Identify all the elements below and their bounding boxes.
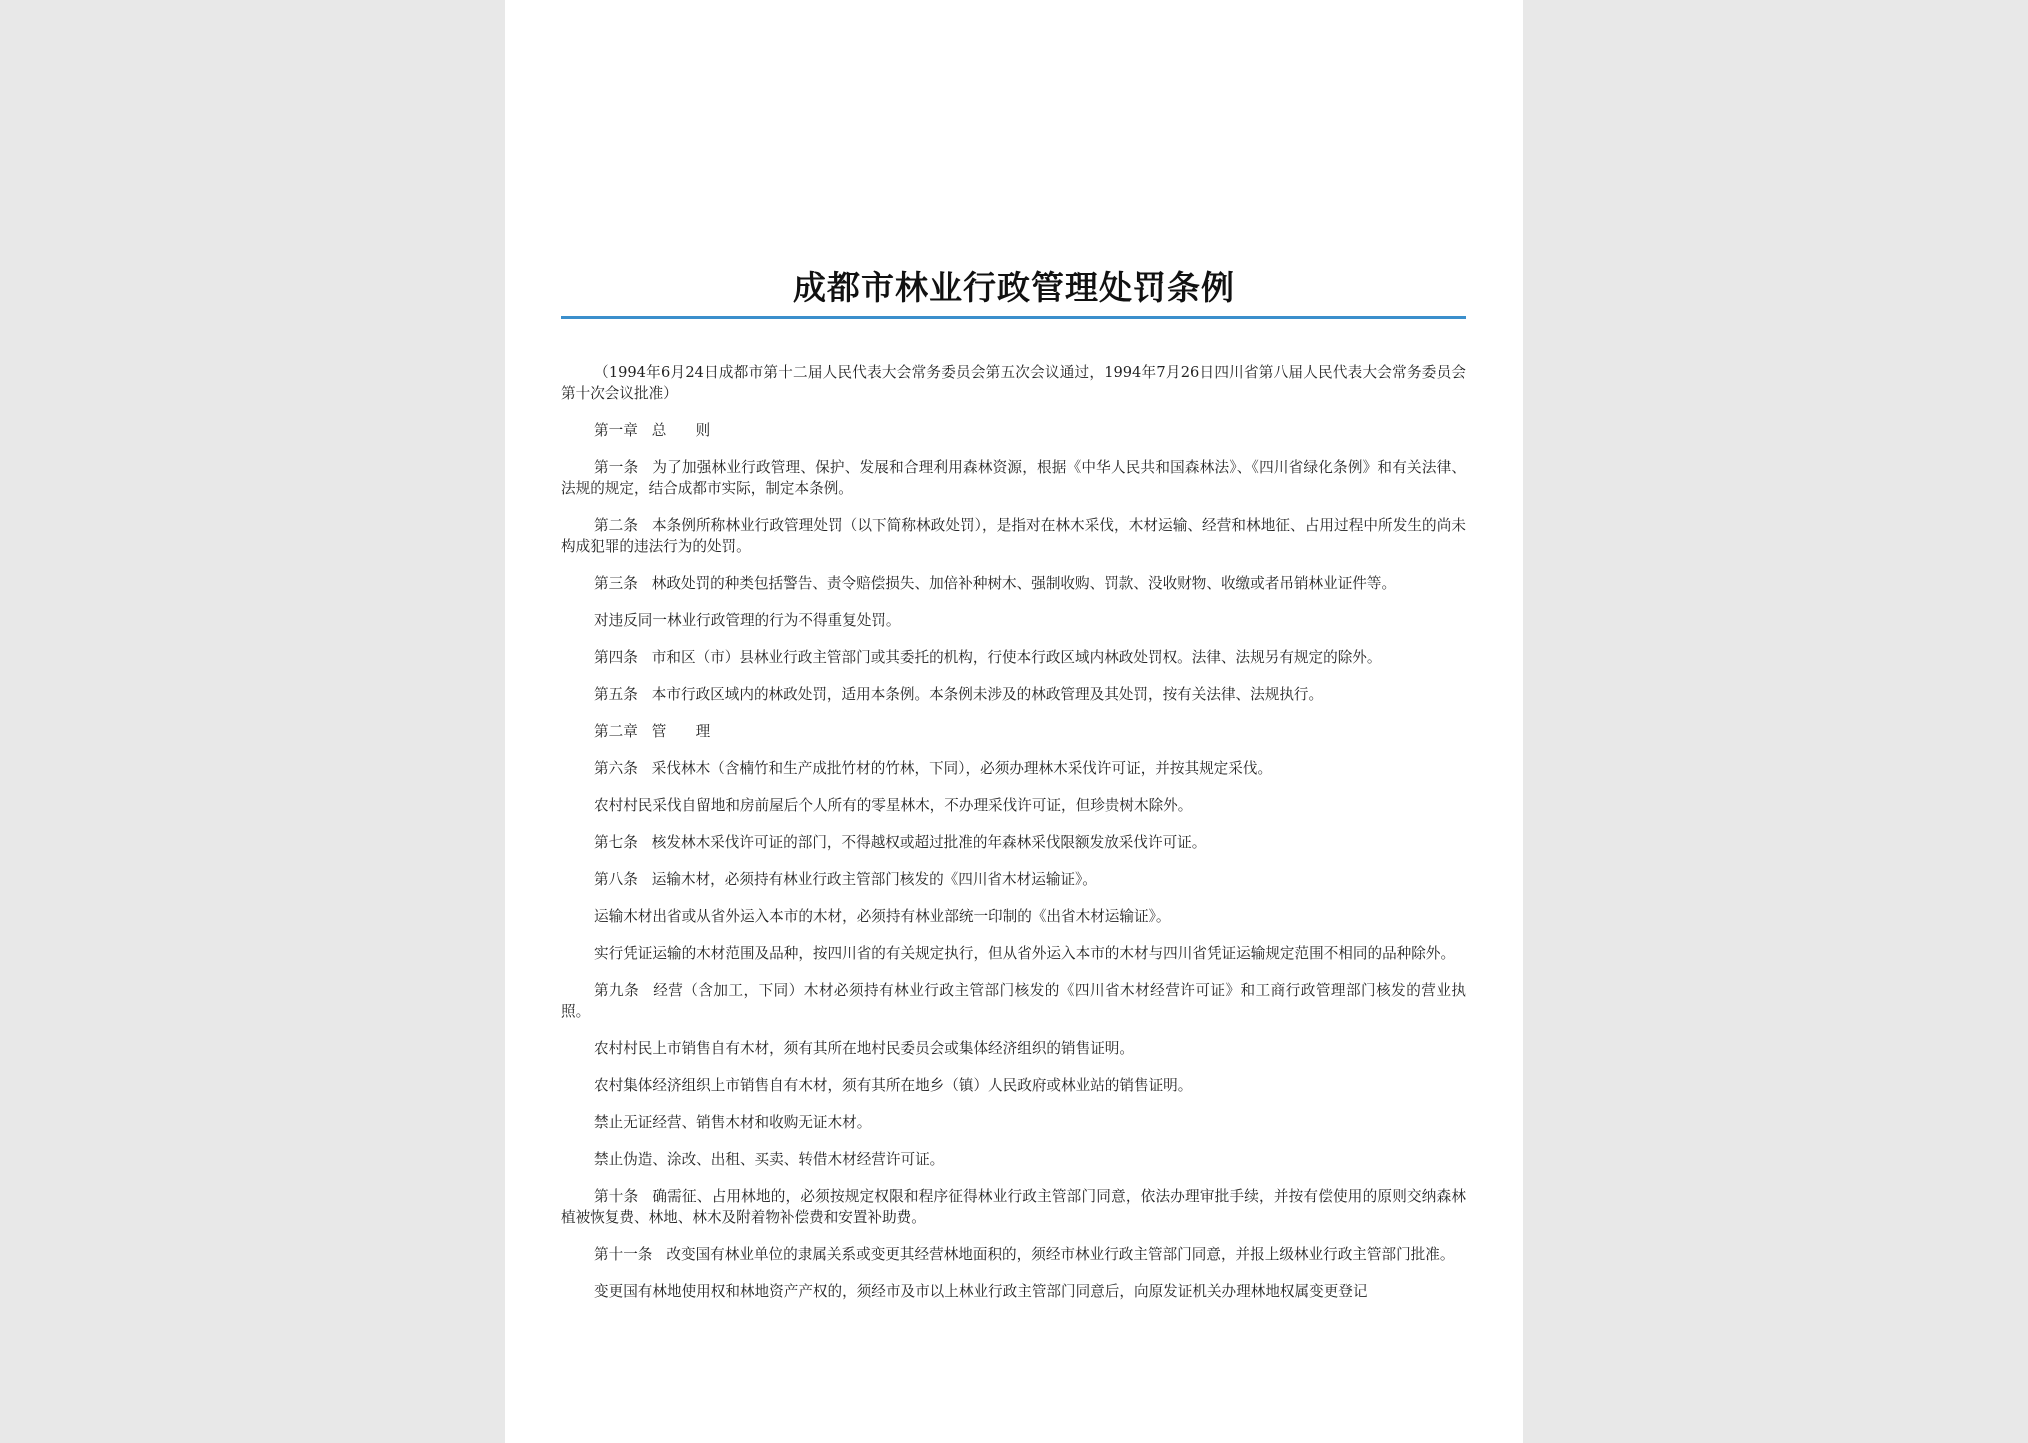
paragraph-text: 采伐林木（含楠竹和生产成批竹材的竹林，下同），必须办理林木采伐许可证，并按其规定采伐。 xyxy=(651,760,1273,777)
continuation-paragraph xyxy=(561,1281,1466,1302)
article-paragraph xyxy=(561,1244,1466,1265)
paragraph-text: 改变国有林业单位的隶属关系或变更其经营林地面积的，须经市林业行政主管部门同意，并报上级林业行政主管部门批准。 xyxy=(666,1246,1455,1263)
document-page xyxy=(505,0,1523,1443)
paragraph-text: 禁止无证经营、销售木材和收购无证木材。 xyxy=(594,1114,872,1131)
article-label: 第九条 xyxy=(594,982,640,999)
article-label: 第三条 xyxy=(594,575,638,592)
paragraph-text: 市和区（市）县林业行政主管部门或其委托的机构，行使本行政区域内林政处罚权。法律、法规另有规定的除外。 xyxy=(651,649,1382,666)
article-paragraph xyxy=(561,647,1466,668)
paragraph-text: 经营（含加工，下同）木材必须持有林业行政主管部门核发的《四川省木材经营许可证》和工商行政管理部门核发的营业执照。 xyxy=(561,982,1466,1020)
continuation-paragraph xyxy=(561,610,1466,631)
paragraph-text: 运输木材，必须持有林业行政主管部门核发的《四川省木材运输证》。 xyxy=(651,871,1097,888)
paragraph-text: 运输木材出省或从省外运入本市的木材，必须持有林业部统一印制的《出省木材运输证》。 xyxy=(594,908,1171,925)
article-label: 第一条 xyxy=(594,459,639,476)
continuation-paragraph xyxy=(561,1149,1466,1170)
article-label: 第六条 xyxy=(594,760,638,777)
article-paragraph xyxy=(561,832,1466,853)
article-label: 第四条 xyxy=(594,649,638,666)
paragraph-text: 农村村民采伐自留地和房前屋后个人所有的零星林木，不办理采伐许可证，但珍贵树木除外。 xyxy=(594,797,1193,814)
paragraph-text: 农村集体经济组织上市销售自有木材，须有其所在地乡（镇）人民政府或林业站的销售证明。 xyxy=(594,1077,1193,1094)
article-paragraph xyxy=(561,869,1466,890)
paragraph-text: （1994年6月24日成都市第十二届人民代表大会常务委员会第五次会议通过，1994年7月26日四川省第八届人民代表大会常务委员会第十次会议批准） xyxy=(561,364,1466,402)
document-title: 成都市林业行政管理处罚条例 xyxy=(793,268,1235,307)
continuation-paragraph xyxy=(561,795,1466,816)
article-label: 第七条 xyxy=(594,834,638,851)
preamble-paragraph xyxy=(561,362,1466,404)
paragraph-text: 变更国有林地使用权和林地资产产权的，须经市及市以上林业行政主管部门同意后，向原发证机关办理林地权属变更登记 xyxy=(594,1283,1368,1300)
continuation-paragraph xyxy=(561,1038,1466,1059)
article-paragraph xyxy=(561,684,1466,705)
title-underline xyxy=(561,316,1466,319)
paragraph-text: 本条例所称林业行政管理处罚（以下简称林政处罚），是指对在林木采伐，木材运输、经营和林地征、占用过程中所发生的尚未构成犯罪的违法行为的处罚。 xyxy=(561,517,1466,555)
paragraph-text: 禁止伪造、涂改、出租、买卖、转借木材经营许可证。 xyxy=(594,1151,945,1168)
document-body xyxy=(561,362,1466,1318)
article-label: 第八条 xyxy=(594,871,638,888)
chapter-heading xyxy=(561,420,1466,441)
paragraph-text: 实行凭证运输的木材范围及品种，按四川省的有关规定执行，但从省外运入本市的木材与四川省凭证运输规定范围不相同的品种除外。 xyxy=(594,945,1456,962)
article-paragraph xyxy=(561,515,1466,557)
chapter-title: 管 理 xyxy=(651,723,711,740)
paragraph-text: 林政处罚的种类包括警告、责令赔偿损失、加倍补种树木、强制收购、罚款、没收财物、收缴或者吊销林业证件等。 xyxy=(651,575,1397,592)
article-paragraph xyxy=(561,573,1466,594)
chapter-title: 总 则 xyxy=(651,422,711,439)
article-label: 第十一条 xyxy=(594,1246,653,1263)
article-paragraph xyxy=(561,1186,1466,1228)
article-label: 第二条 xyxy=(594,517,639,534)
article-paragraph xyxy=(561,980,1466,1022)
paragraph-text: 为了加强林业行政管理、保护、发展和合理利用森林资源，根据《中华人民共和国森林法》、《四川省绿化条例》和有关法律、法规的规定，结合成都市实际，制定本条例。 xyxy=(561,459,1466,497)
paragraph-text: 对违反同一林业行政管理的行为不得重复处罚。 xyxy=(594,612,901,629)
continuation-paragraph xyxy=(561,1112,1466,1133)
paragraph-text: 农村村民上市销售自有木材，须有其所在地村民委员会或集体经济组织的销售证明。 xyxy=(594,1040,1134,1057)
paragraph-text: 核发林木采伐许可证的部门，不得越权或超过批准的年森林采伐限额发放采伐许可证。 xyxy=(651,834,1207,851)
chapter-heading xyxy=(561,721,1466,742)
article-label: 第十条 xyxy=(594,1188,639,1205)
chapter-label: 第二章 xyxy=(594,723,638,740)
article-paragraph xyxy=(561,457,1466,499)
continuation-paragraph xyxy=(561,906,1466,927)
paragraph-text: 本市行政区域内的林政处罚，适用本条例。本条例未涉及的林政管理及其处罚，按有关法律、法规执行。 xyxy=(651,686,1324,703)
paragraph-text: 确需征、占用林地的，必须按规定权限和程序征得林业行政主管部门同意，依法办理审批手续，并按有偿使用的原则交纳森林植被恢复费、林地、林木及附着物补偿费和安置补助费。 xyxy=(561,1188,1466,1226)
continuation-paragraph xyxy=(561,1075,1466,1096)
article-label: 第五条 xyxy=(594,686,638,703)
continuation-paragraph xyxy=(561,943,1466,964)
article-paragraph xyxy=(561,758,1466,779)
chapter-label: 第一章 xyxy=(594,422,638,439)
